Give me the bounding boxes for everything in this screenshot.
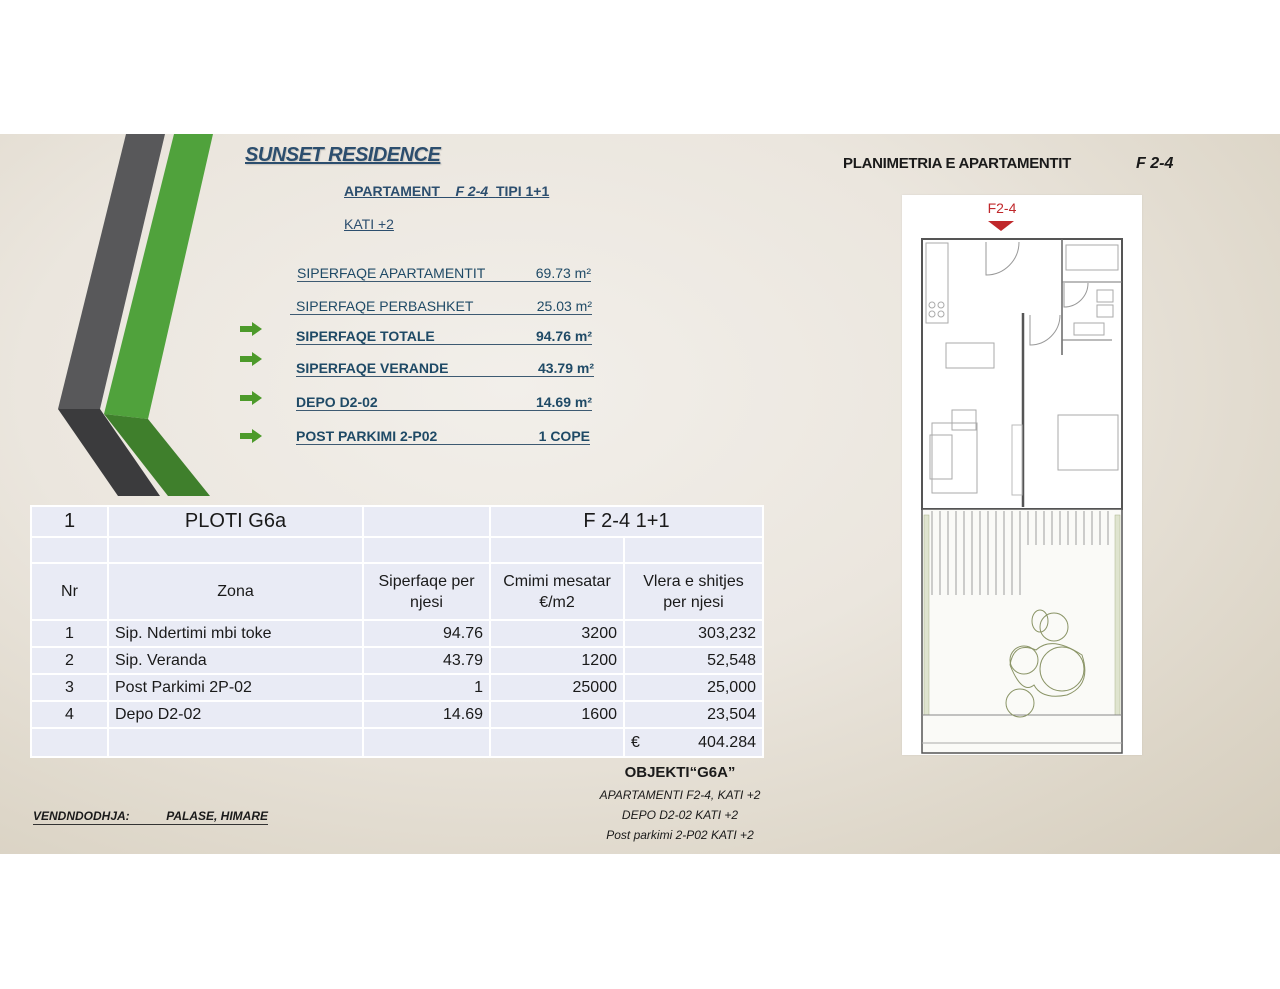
row-area: 1 [363, 674, 490, 701]
total-value-cell [624, 728, 763, 757]
floor-label: KATI +2 [344, 216, 394, 232]
green-arrow-icon [240, 429, 262, 443]
object-line-storage: DEPO D2-02 KATI +2 [621, 808, 739, 822]
spec-row-storage [296, 391, 592, 411]
row-zona: Post Parkimi 2P-02 [108, 674, 363, 701]
spec-value: 25.03 m² [536, 298, 592, 314]
unit-name: F 2-4 1+1 [490, 506, 763, 537]
price-table [30, 505, 764, 758]
column-header-price: Cmimi mesatar €/m2 [490, 563, 624, 620]
spec-label: SIPERFAQE PERBASHKET [296, 298, 474, 314]
spec-value: 1 COPE [538, 428, 590, 444]
row-value: 303,232 [624, 620, 763, 647]
row-nr: 2 [31, 647, 108, 674]
floorplan-heading: PLANIMETRIA E APARTAMENTIT [843, 155, 1072, 172]
empty-cell [363, 506, 490, 537]
spec-row-total-area [296, 325, 592, 345]
spec-label: SIPERFAQE VERANDE [296, 360, 449, 376]
row-price: 1200 [490, 647, 624, 674]
row-area: 14.69 [363, 701, 490, 728]
column-header-value: Vlera e shitjes per njesi [624, 563, 763, 620]
table-header-row [31, 563, 763, 620]
unit-label: F2-4 [987, 200, 1017, 216]
table-title-row [31, 506, 763, 537]
row-area: 43.79 [363, 647, 490, 674]
row-price: 3200 [490, 620, 624, 647]
table-blank-row [31, 537, 763, 563]
row-nr: 3 [31, 674, 108, 701]
apartment-label: APARTAMENT [344, 183, 440, 199]
plot-name: PLOTI G6a [108, 506, 363, 537]
object-line-apartment: APARTAMENTI F2-4, KATI +2 [599, 788, 761, 802]
spec-row-veranda-area [296, 357, 594, 377]
row-price: 1600 [490, 701, 624, 728]
spec-label: SIPERFAQE TOTALE [296, 328, 435, 344]
row-value: 52,548 [624, 647, 763, 674]
location-line [33, 809, 268, 825]
object-summary [560, 764, 800, 845]
row-nr: 4 [31, 701, 108, 728]
slide [0, 134, 1280, 854]
spec-row-shared-area [290, 295, 592, 315]
table-row [31, 647, 763, 674]
apartment-line [344, 183, 549, 199]
spec-label: POST PARKIMI 2-P02 [296, 428, 438, 444]
spec-label: SIPERFAQE APARTAMENTIT [297, 265, 486, 281]
row-zona: Sip. Ndertimi mbi toke [108, 620, 363, 647]
entry-marker-icon [988, 221, 1014, 231]
currency-symbol: € [631, 733, 640, 751]
column-header-area: Siperfaqe per njesi [363, 563, 490, 620]
row-value: 23,504 [624, 701, 763, 728]
table-row [31, 674, 763, 701]
spec-value: 14.69 m² [535, 394, 592, 410]
object-title: OBJEKTI“G6A” [624, 764, 736, 781]
row-area: 94.76 [363, 620, 490, 647]
row-zona: Sip. Veranda [108, 647, 363, 674]
green-arrow-icon [240, 352, 262, 366]
spec-value: 69.73 m² [535, 265, 591, 281]
row-zona: Depo D2-02 [108, 701, 363, 728]
location-label: VENDNDODHJA: [33, 809, 130, 823]
column-header-zona: Zona [108, 563, 363, 620]
spec-label: DEPO D2-02 [296, 394, 378, 410]
table-row [31, 701, 763, 728]
floorplan-image [902, 195, 1142, 755]
spec-row-parking [296, 425, 590, 445]
spec-value: 94.76 m² [535, 328, 592, 344]
column-header-nr: Nr [31, 563, 108, 620]
total-value: 404.284 [698, 733, 756, 751]
apartment-code: F 2-4 [455, 183, 489, 199]
spec-value: 43.79 m² [537, 360, 594, 376]
green-arrow-icon [240, 322, 262, 336]
row-value: 25,000 [624, 674, 763, 701]
spec-row-apartment-area [297, 262, 591, 282]
row-nr: 1 [31, 620, 108, 647]
row-price: 25000 [490, 674, 624, 701]
floorplan-drawing [902, 195, 1142, 755]
green-arrow-icon [240, 391, 262, 405]
table-total-row [31, 728, 763, 757]
floorplan-code: F 2-4 [1136, 155, 1174, 172]
apartment-type: TIPI 1+1 [495, 183, 550, 199]
plot-number: 1 [31, 506, 108, 537]
project-title: SUNSET RESIDENCE [245, 144, 441, 166]
chevron-ribbon-graphic [0, 134, 230, 504]
object-line-parking: Post parkimi 2-P02 KATI +2 [606, 828, 754, 842]
location-value: PALASE, HIMARE [166, 809, 268, 823]
table-row [31, 620, 763, 647]
